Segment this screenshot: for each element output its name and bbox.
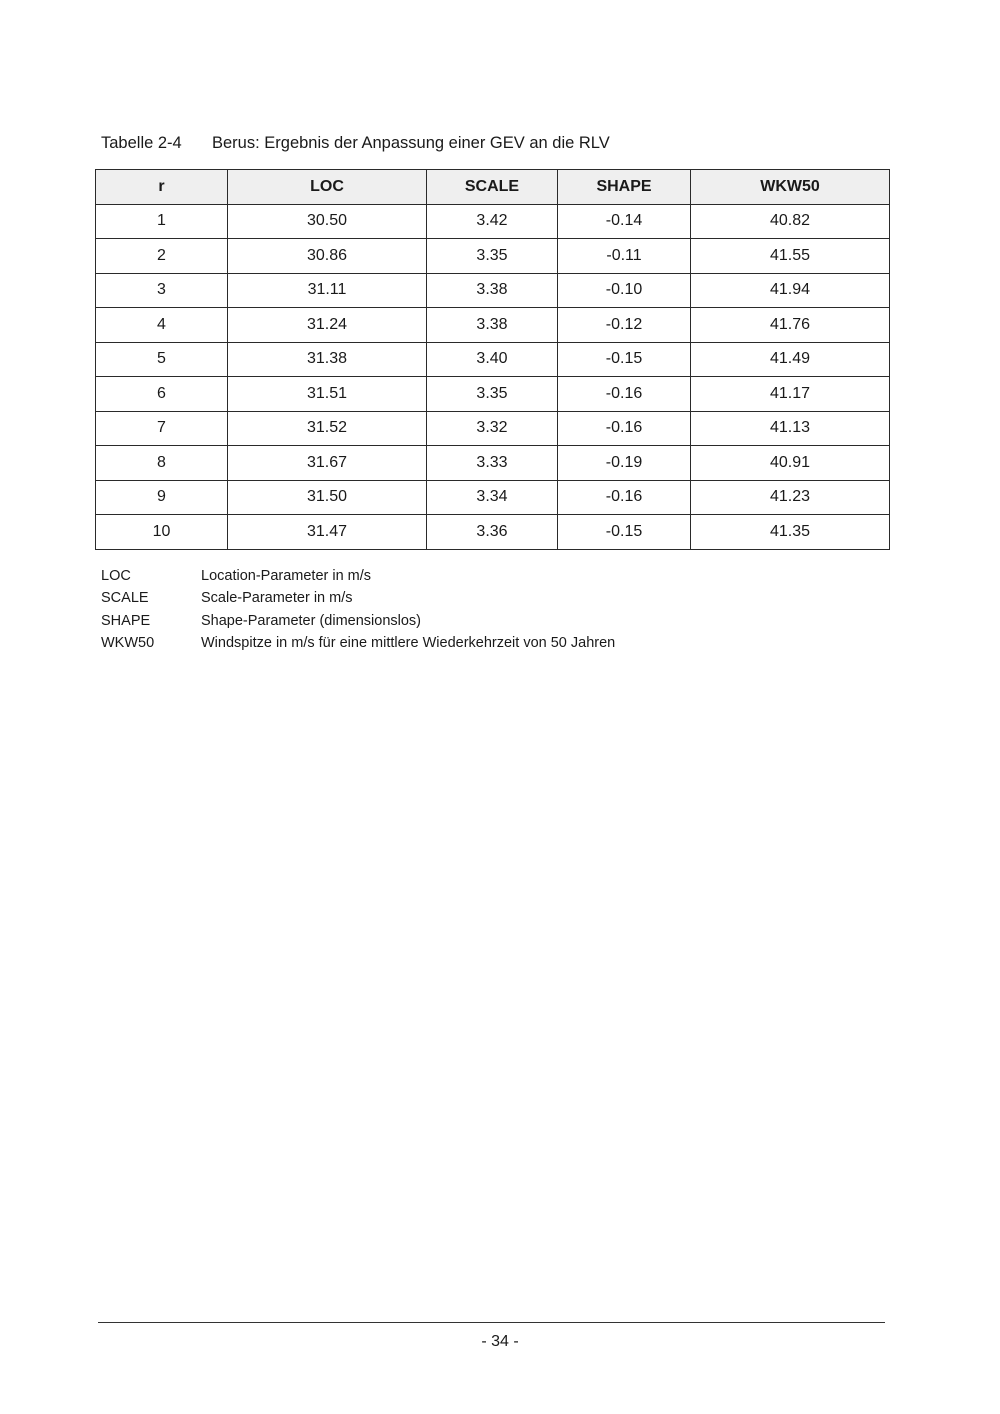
cell-shape: -0.16: [558, 411, 691, 446]
cell-shape: -0.11: [558, 239, 691, 274]
cell-scale: 3.36: [427, 515, 558, 550]
cell-shape: -0.15: [558, 342, 691, 377]
cell-loc: 31.50: [228, 480, 427, 515]
cell-r: 10: [96, 515, 228, 550]
cell-wkw50: 41.17: [691, 377, 890, 412]
table-row: [96, 377, 890, 412]
table-row: [96, 204, 890, 239]
cell-loc: 31.51: [228, 377, 427, 412]
legend-description: Location-Parameter in m/s: [201, 568, 372, 584]
legend-item: [101, 632, 615, 654]
cell-scale: 3.42: [427, 204, 558, 239]
cell-scale: 3.35: [427, 377, 558, 412]
cell-scale: 3.38: [427, 273, 558, 308]
legend-item: [101, 565, 615, 587]
cell-loc: 31.38: [228, 342, 427, 377]
table-row: [96, 239, 890, 274]
cell-loc: 31.52: [228, 411, 427, 446]
table-row: [96, 308, 890, 343]
cell-r: 1: [96, 204, 228, 239]
cell-wkw50: 41.94: [691, 273, 890, 308]
cell-scale: 3.32: [427, 411, 558, 446]
table-row: [96, 411, 890, 446]
cell-shape: -0.14: [558, 204, 691, 239]
table-row: [96, 342, 890, 377]
legend-abbr: SHAPE: [101, 612, 151, 629]
header-scale: SCALE: [427, 170, 558, 205]
legend-item: [101, 610, 615, 632]
cell-loc: 31.67: [228, 446, 427, 481]
cell-scale: 3.40: [427, 342, 558, 377]
cell-shape: -0.15: [558, 515, 691, 550]
cell-r: 9: [96, 480, 228, 515]
table-row: [96, 273, 890, 308]
cell-scale: 3.38: [427, 308, 558, 343]
table-row: [96, 480, 890, 515]
cell-loc: 31.47: [228, 515, 427, 550]
cell-loc: 31.24: [228, 308, 427, 343]
table-caption: [101, 134, 610, 153]
table-header-row: [96, 170, 890, 205]
header-wkw50: WKW50: [691, 170, 890, 205]
page-number: - 34 -: [481, 1333, 519, 1350]
legend-item: [101, 587, 615, 609]
abbreviation-legend: [101, 565, 615, 654]
cell-scale: 3.34: [427, 480, 558, 515]
cell-shape: -0.12: [558, 308, 691, 343]
cell-shape: -0.16: [558, 377, 691, 412]
legend-abbr: LOC: [101, 568, 131, 584]
header-shape: SHAPE: [558, 170, 691, 205]
cell-r: 7: [96, 411, 228, 446]
cell-wkw50: 41.49: [691, 342, 890, 377]
cell-r: 3: [96, 273, 228, 308]
cell-scale: 3.33: [427, 446, 558, 481]
cell-wkw50: 41.35: [691, 515, 890, 550]
footer-divider: [98, 1322, 885, 1323]
cell-loc: 30.86: [228, 239, 427, 274]
header-r: r: [96, 170, 228, 205]
cell-wkw50: 40.82: [691, 204, 890, 239]
legend-abbr: SCALE: [101, 590, 149, 607]
cell-wkw50: 40.91: [691, 446, 890, 481]
cell-wkw50: 41.23: [691, 480, 890, 515]
results-table: [95, 169, 890, 550]
cell-r: 8: [96, 446, 228, 481]
table-row: [96, 515, 890, 550]
cell-wkw50: 41.13: [691, 411, 890, 446]
legend-abbr: WKW50: [101, 634, 155, 651]
header-loc: LOC: [228, 170, 427, 205]
legend-description: Windspitze in m/s für eine mittlere Wiederkehrzeit von 50 Jahren: [201, 634, 616, 651]
cell-r: 2: [96, 239, 228, 274]
cell-loc: 31.11: [228, 273, 427, 308]
cell-wkw50: 41.55: [691, 239, 890, 274]
cell-r: 5: [96, 342, 228, 377]
cell-r: 4: [96, 308, 228, 343]
cell-shape: -0.19: [558, 446, 691, 481]
table-row: [96, 446, 890, 481]
table-caption-label: Tabelle 2-4: [101, 134, 182, 152]
cell-shape: -0.10: [558, 273, 691, 308]
legend-description: Shape-Parameter (dimensionslos): [201, 612, 422, 629]
table-caption-text: Berus: Ergebnis der Anpassung einer GEV an die RLV: [212, 134, 610, 152]
cell-wkw50: 41.76: [691, 308, 890, 343]
cell-shape: -0.16: [558, 480, 691, 515]
cell-scale: 3.35: [427, 239, 558, 274]
legend-description: Scale-Parameter in m/s: [201, 590, 353, 607]
cell-r: 6: [96, 377, 228, 412]
cell-loc: 30.50: [228, 204, 427, 239]
